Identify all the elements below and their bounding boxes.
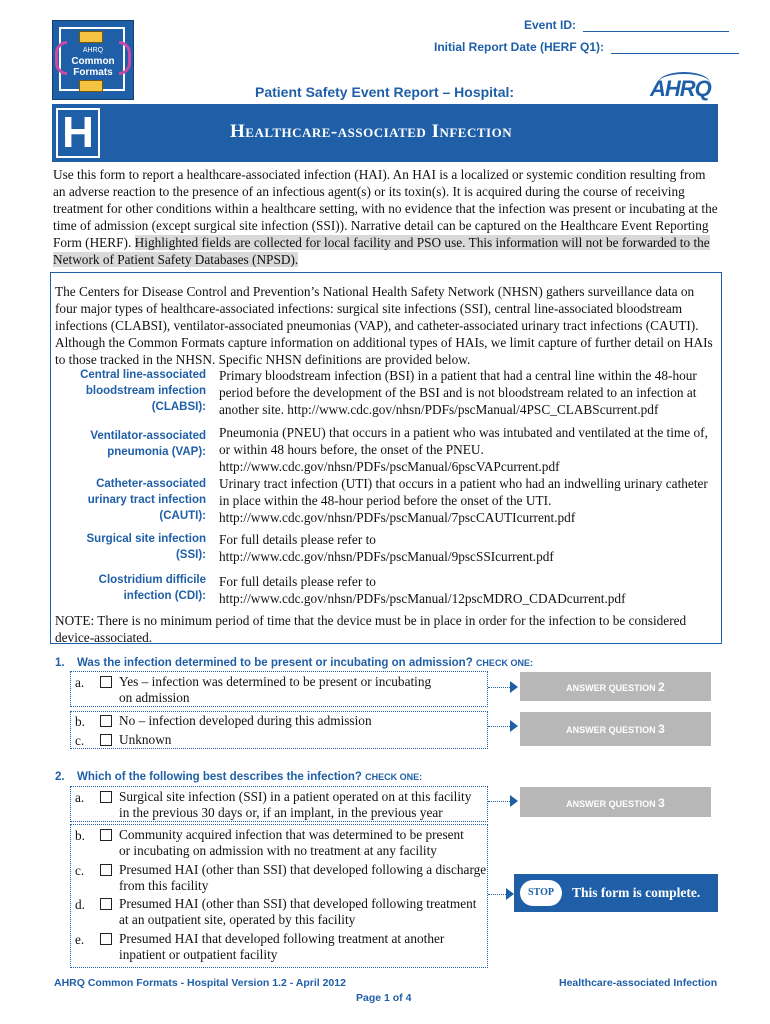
initial-report-date-field: [434, 40, 739, 54]
definition-text: For full details please refer to http://www.cdc.gov/nhsn/PDFs/pscManual/9pscSSIcurrent.pdf: [219, 532, 554, 564]
q2-option-e-checkbox[interactable]: [100, 933, 112, 945]
option-letter: c.: [75, 863, 85, 878]
arrow-connector: [488, 801, 512, 802]
option-letter: c.: [75, 733, 85, 748]
arrow-right-icon: [510, 720, 518, 732]
ahrq-common-formats-logo: [52, 20, 134, 100]
definition-term: Clostridium difficile infection (CDI):: [98, 574, 206, 602]
q1-option-b-label: No – infection developed during this admission: [119, 713, 372, 728]
option-letter: b.: [75, 714, 85, 729]
logo-line3: Formats: [73, 67, 113, 78]
stop-icon: STOP: [520, 880, 562, 906]
document-icon: [79, 31, 103, 43]
intro-text: Use this form to report a healthcare-associated infection (HAI). An HAI is a localized or systemic condition resulting from an adverse reaction to the presence of an infectious agent(s) or its toxin(s). It is acquired during the course of receiving treatment for other conditions within a healthcare setting, with no evidence that the infection was present or incubating at the time of admission (except surgical site infection (SSI)). Narrative detail can be captured on the Healthcare Event Reporting Form (HERF).: [53, 167, 718, 250]
arrow-right-icon: [510, 795, 518, 807]
report-title: Patient Safety Event Report – Hospital:: [255, 84, 515, 100]
definition-text: For full details please refer to http://www.cdc.gov/nhsn/PDFs/pscManual/12pscMDRO_CDADcurrent.pdf: [219, 574, 626, 606]
q2-option-c-label: Presumed HAI (other than SSI) that developed following a discharge from this facility: [119, 862, 487, 893]
q2-option-a-checkbox[interactable]: [100, 791, 112, 803]
answer-question-3-button[interactable]: ANSWER QUESTION 3: [520, 787, 711, 817]
arrow-right-icon: [510, 681, 518, 693]
definition-term: Catheter-associated urinary tract infection (CAUTI):: [87, 478, 206, 522]
event-id-label: Event ID:: [524, 18, 577, 32]
q2-option-b-label: Community acquired infection that was determined to be present or incubating on admission with no treatment at any facility: [119, 827, 464, 858]
logo-line1: AHRQ: [82, 47, 104, 54]
q1-option-b-checkbox[interactable]: [100, 715, 112, 727]
note-text: : There is no minimum period of time that the device must be in place in order for the infection to be considered device-associated.: [55, 613, 687, 645]
question-1-text: Was the infection determined to be present or incubating on admission?: [77, 657, 473, 669]
footer-version: AHRQ Common Formats - Hospital Version 1.2 - April 2012: [54, 977, 346, 989]
event-id-field: [524, 18, 729, 32]
document-icon-bottom: [79, 80, 103, 92]
check-one-label: CHECK ONE:: [475, 658, 533, 668]
q1-option-c-checkbox[interactable]: [100, 734, 112, 746]
arrow-connector: [488, 687, 512, 688]
event-id-input[interactable]: [583, 19, 729, 32]
q1-option-c-label: Unknown: [119, 732, 172, 747]
q1-option-a-checkbox[interactable]: [100, 676, 112, 688]
device-note: [55, 612, 719, 646]
q2-option-b-checkbox[interactable]: [100, 829, 112, 841]
definition-term: Central line-associated bloodstream infection (CLABSI):: [80, 369, 206, 413]
option-letter: a.: [75, 675, 85, 690]
question-1-heading: 1. Was the infection determined to be present or incubating on admission? CHECK ONE:: [55, 657, 533, 669]
definition-text: Urinary tract infection (UTI) that occurs in a patient who had an indwelling urinary catheter in place within the 48-hour period before the onset of the UTI. http://www.cdc.gov/nhsn/PDFs/pscManual/7pscCAUTIcurrent.pdf: [219, 476, 708, 525]
arrow-connector: [488, 894, 508, 895]
question-2-text: Which of the following best describes the infection?: [77, 771, 362, 783]
note-label: NOTE: [55, 613, 91, 628]
intro-paragraph: [53, 166, 718, 268]
form-complete-text: This form is complete.: [572, 885, 701, 900]
footer-section: Healthcare-associated Infection: [559, 977, 718, 989]
arrow-right-icon: [506, 888, 514, 900]
q2-option-a-label: Surgical site infection (SSI) in a patient operated on at this facility in the previous 30 days or, if an implant, in the previous year: [119, 789, 472, 820]
q2-option-d-checkbox[interactable]: [100, 898, 112, 910]
q2-option-c-checkbox[interactable]: [100, 864, 112, 876]
definition-text: Primary bloodstream infection (BSI) in a patient that had a central line within the 48-hour period before the development of the BSI and is not bloodstream related to an infection at another site. http://www.cdc.gov/nhsn/PDFs/pscManual/4PSC_CLABScurrent.pdf: [219, 368, 697, 417]
option-letter: d.: [75, 897, 85, 912]
section-title: Healthcare-associated Infection: [230, 121, 513, 142]
section-letter: H: [56, 108, 100, 158]
question-2-heading: 2. Which of the following best describes the infection? CHECK ONE:: [55, 771, 423, 783]
section-banner: [52, 104, 718, 162]
q2-option-d-label: Presumed HAI (other than SSI) that developed following treatment at an outpatient site, operated by this facility: [119, 896, 477, 927]
intro-highlight: Highlighted fields are collected for local facility and PSO use. This information will not be forwarded to the Network of Patient Safety Databases (NPSD).: [53, 235, 710, 267]
initial-report-label: Initial Report Date (HERF Q1):: [434, 40, 605, 54]
option-letter: a.: [75, 790, 85, 805]
arrow-connector: [488, 726, 512, 727]
logo-line2: Common: [71, 56, 115, 67]
page-number: Page 1 of 4: [356, 992, 412, 1004]
q2-option-e-label: Presumed HAI that developed following treatment at another inpatient or outpatient facility: [119, 931, 445, 962]
answer-question-2-button[interactable]: ANSWER QUESTION 2: [520, 672, 711, 701]
definition-text: Pneumonia (PNEU) that occurs in a patient who was intubated and ventilated at the time of, or within 48 hours before, the onset of the PNEU. http://www.cdc.gov/nhsn/PDFs/pscManual/6pscVAPcurrent.pdf: [219, 425, 708, 474]
form-complete-banner: [514, 874, 718, 912]
initial-report-date-input[interactable]: [611, 41, 739, 54]
nhsn-paragraph: The Centers for Disease Control and Prevention’s National Health Safety Network (NHSN) gathers surveillance data on four major types of healthcare-associated infections: surgical site infections (SSI), central line-associated bloodstream infections (CLABSI), ventilator-associated pneumonias (VAP), and catheter-associated urinary tract infections (CAUTI). Although the Common Formats capture information on additional types of HAIs, we limit capture of further detail on HAIs to those tracked in the NHSN. Specific NHSN definitions are provided below.: [55, 284, 713, 367]
q1-option-a-label: Yes – infection was determined to be present or incubating on admission: [119, 674, 432, 705]
answer-question-3-button[interactable]: ANSWER QUESTION 3: [520, 712, 711, 746]
definition-term: Surgical site infection (SSI):: [86, 533, 206, 561]
ahrq-brand: AHRQ: [650, 76, 711, 101]
definition-term: Ventilator-associated pneumonia (VAP):: [90, 430, 206, 458]
option-letter: e.: [75, 932, 85, 947]
check-one-label: CHECK ONE:: [365, 772, 423, 782]
option-letter: b.: [75, 828, 85, 843]
